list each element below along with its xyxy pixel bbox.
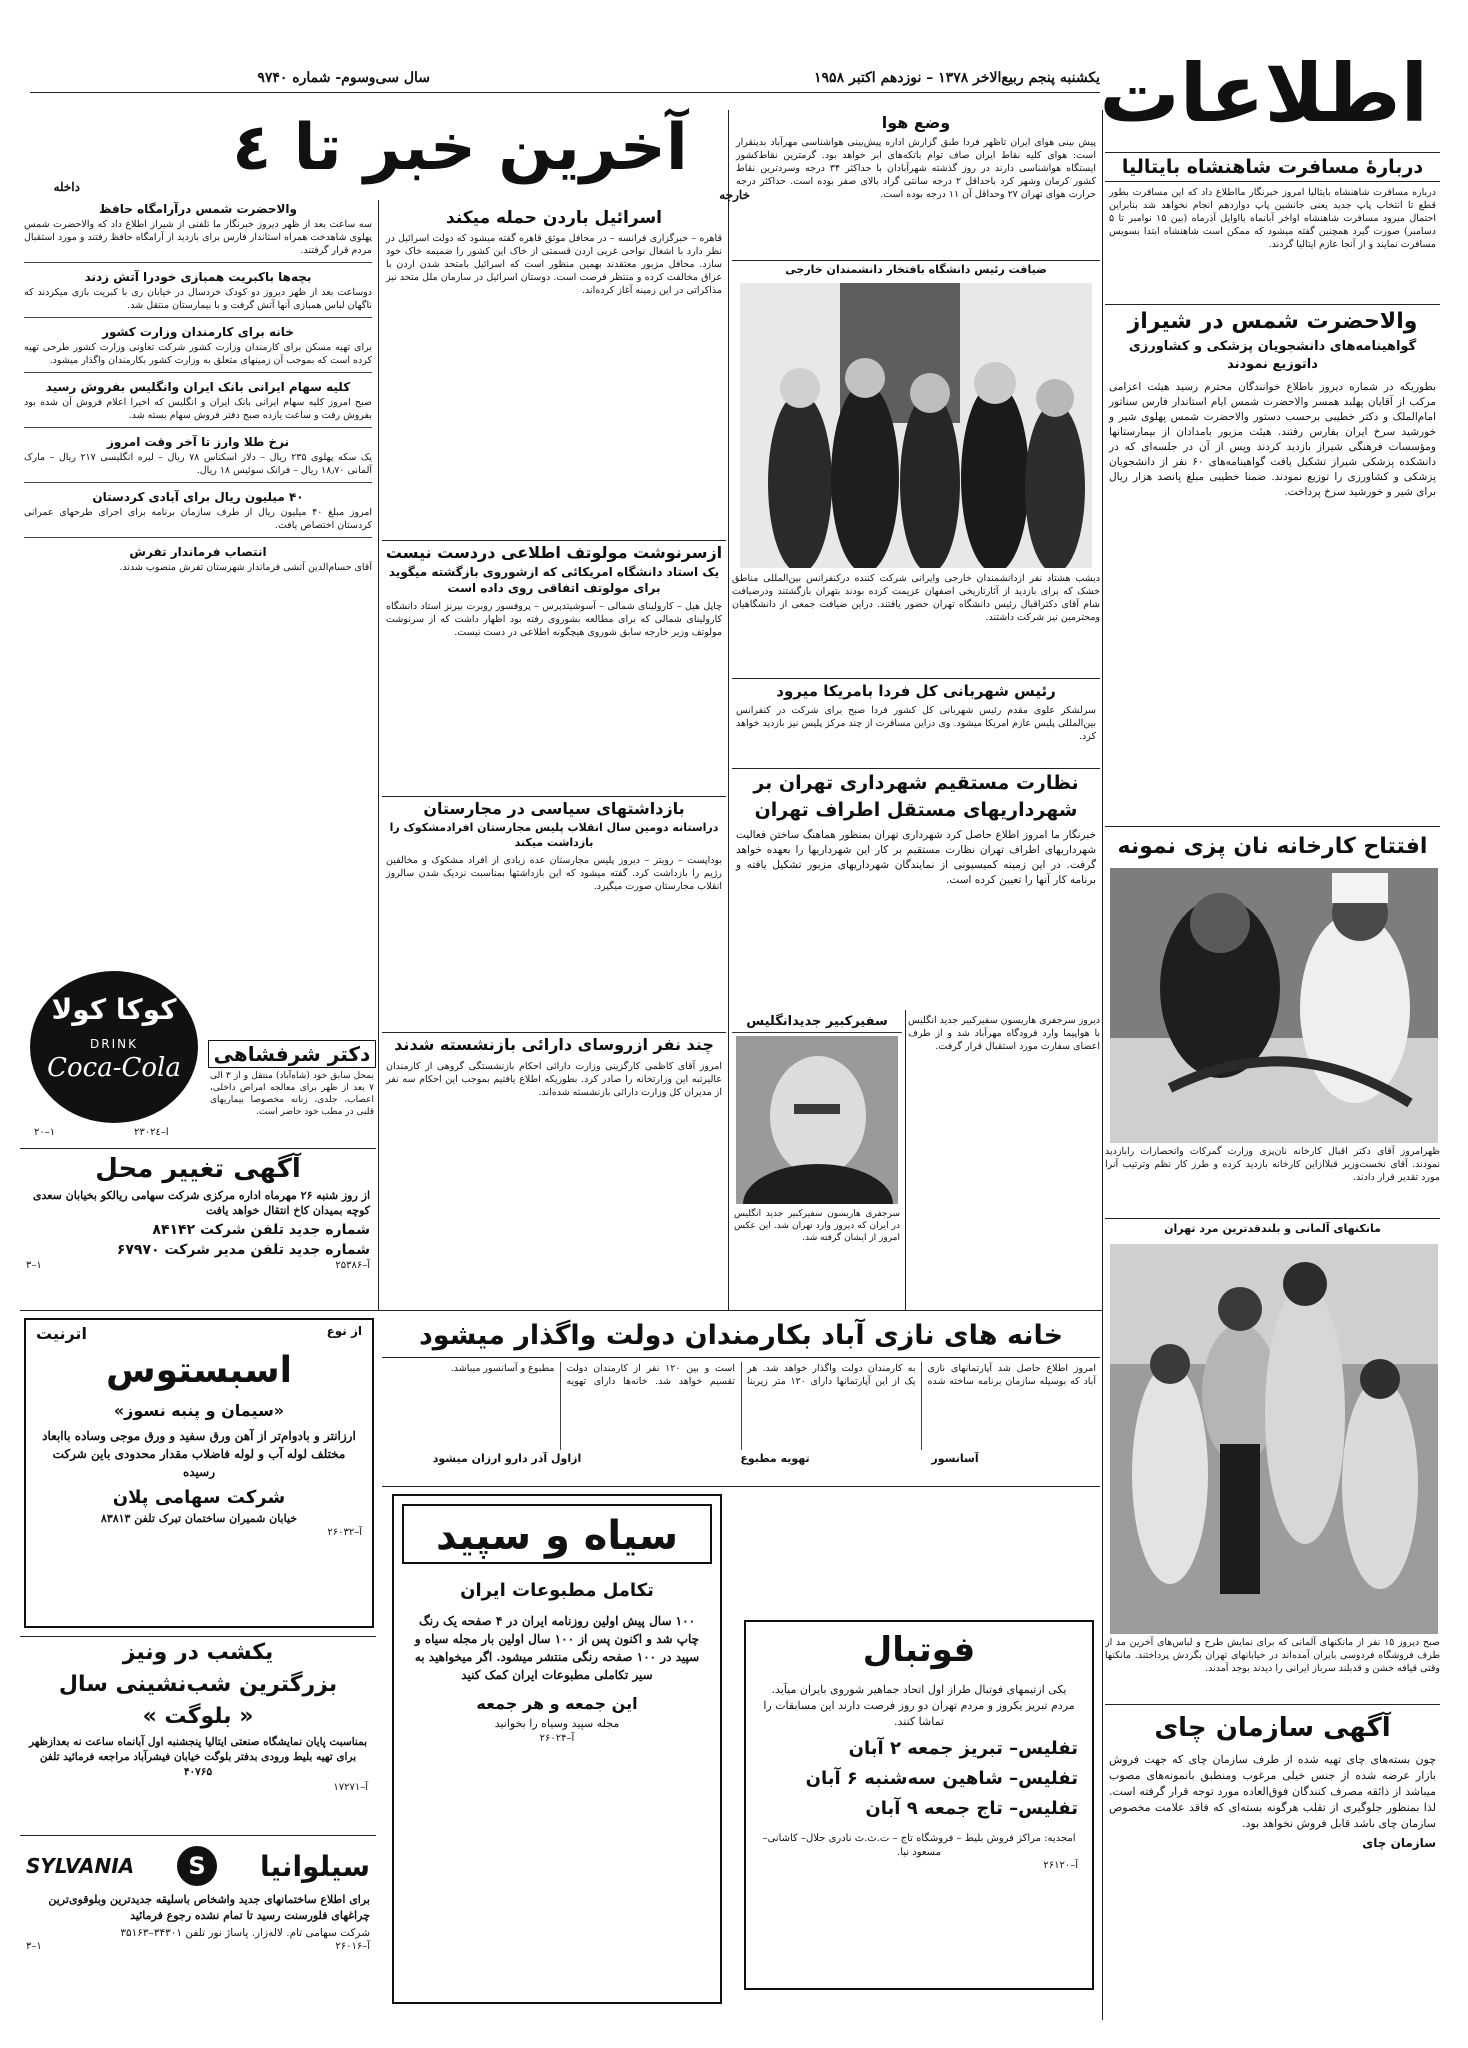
bakery-caption: ظهرامروز آقای دکتر اقبال کارخانه نان‌پزی وزارت گمرکات وانحصارات رابازدید نمودند. آقای نخست‌وزیر قبلاازاین کارخانه بازدید کرده و طرز کار نظم وترتیب آنرا مورد تقدیر قرار دادند. xyxy=(1105,1146,1440,1183)
ambassador-photo xyxy=(736,1036,898,1204)
coke-drink: DRINK xyxy=(90,1037,138,1051)
left-story-5-title: نرخ طلا وارز تا آخر وقت امروز xyxy=(106,435,290,449)
shahanshah-title: دربارهٔ مسافرت شاهنشاه بایتالیا xyxy=(1105,152,1440,182)
supervision-story xyxy=(732,770,1100,1010)
asbestos-title: اسبستوس xyxy=(105,1350,292,1391)
asbestos-body: ارزانتر و بادوام‌تر از آهن ورق سفید و ورق موجی وساده باابعاد مختلف لوله آب و لوله فاضلاب مقدار محدودی باین شرکت رسیده xyxy=(42,1429,356,1479)
banner-headline: آخرین خبر تا ٤ xyxy=(232,111,688,185)
left-stories xyxy=(20,200,376,990)
hungary-subtitle: دراستانه دومین سال انقلاب پلیس مجارستان افرادمشکوک را بازداشت میکند xyxy=(389,821,719,849)
retire-story xyxy=(382,1034,726,1308)
football-title: فوتبال xyxy=(862,1630,976,1670)
retire-title: چند نفر ازروسای دارائی بازنشسته شدند xyxy=(394,1035,714,1054)
supervision-body: خبرنگار ما امروز اطلاع حاصل کرد شهرداری تهران بمنظور هماهنگ ساختن فعالیت شهرداریهای اطراف تهران نظارت مستقیم بر کار این شهرداریها را بعهده خواهد گرفت. در این زمینه کمیسیونی از نمایندگان شهرداریهای مزبور تشکیل یافته و برنامه کار آنها را تعیین کرده است. xyxy=(736,829,1096,886)
asbestos-from: از نوع xyxy=(326,1324,362,1338)
sylvania-code-2: ۳–۱ xyxy=(26,1941,42,1952)
tea-title: آگهی سازمان چای xyxy=(1154,1713,1391,1743)
bakery-photo xyxy=(1110,868,1438,1143)
left-story-3-title: خانه برای کارمندان وزارت کشور xyxy=(102,325,294,339)
shams-title: والاحضرت شمس در شیراز xyxy=(1127,309,1418,334)
siahsepid-title: سیاه و سپید xyxy=(402,1504,712,1564)
left-story-6-title: ۴۰ میلیون ریال برای آبادی کردستان xyxy=(92,490,304,504)
doctor-title: دکتر شرفشاهی xyxy=(208,1040,376,1068)
molotov-story xyxy=(382,542,726,792)
photo1-caption: ضیافت رئیس دانشگاه بافتخار دانشمندان خارجی xyxy=(785,263,1047,276)
football-ad xyxy=(744,1620,1094,1990)
models-caption: صبح دیروز ۱۵ نفر از مانکنهای آلمانی که برای نمایش طرح و لباس‌های آخرین مد از طرف فروشگاه فردوسی بایران آمده‌اند در خیابانهای تهران بگردش پرداختند. مانکنها وقتی قیافه خشن و قدبلند سرباز ایرانی را دیدند بوجد آمدند. xyxy=(1105,1637,1440,1674)
party-line-3: « بلوگت » xyxy=(142,1704,254,1729)
photo1-text: دیشب هشتاد نفر ازدانشمندان خارجی وایرانی شرکت کننده درکنفرانس بین‌المللی مناطق خشک که برای بازدید از آثارتاریخی اصفهان عزیمت کرده بودند بتهران بازگشتند ودرضیافت شام آقای دکتراقبال رئیس دانشگاه تهران حضور یافتند. دراین ضیافت جمعی از دانشگاهیان ومحترمین نیز شرکت داشتند. xyxy=(732,573,1100,623)
football-match-2: تفلیس– شاهین سه‌شنبه ۶ آبان xyxy=(805,1768,1078,1789)
bakery-title: افتتاح کارخانه نان پزی نمونه xyxy=(1117,834,1428,859)
masthead-date: یکشنبه پنجم ربیع‌الاخر ۱۳۷۸ – نوزدهم اکتبر ۱۹۵۸ xyxy=(814,70,1100,86)
tea-sign: سازمان چای xyxy=(1362,1836,1436,1850)
weather-body: پیش بینی هوای ایران تاظهر فردا طبق گزارش اداره پیش‌بینی هواشناسی مهرآباد بدینقرار است: هوای کلیه نقاط ایران صاف توام باتکه‌های ابر خواهد بود. گرمترین نقاط‌کشور ایستگاه هواشناسی دارند در روز گذشته شهرآبادان با حداکثر ۳۴ درجه وسردترین نقاط کشور کرمان وشهر کرد باحداقل ۲ درجه سانتی گراد بالای صفر بوده است. حداکثر درجه حرارت هوای تهران ۲۷ وحداقل آن ۱۱ درجه بوده است. xyxy=(736,137,1096,200)
models-caption-head: مانکنهای آلمانی و بلندقدترین مرد تهران xyxy=(1164,1222,1381,1235)
weather-story xyxy=(732,112,1100,258)
molotov-title: ازسرنوشت مولوتف اطلاعی دردست نیست xyxy=(385,543,723,562)
party-body: بمناسبت پایان نمایشگاه صنعتی ایتالیا پنجشنبه اول آبانماه ساعت نه بعدازظهر برای تهیه بلیط ورودی بدفتر بلوگت خیابان فیشرآباد مراجعه فرمائید تلفن ۴۰۷۶۵ xyxy=(28,1736,368,1778)
move-code-2: ۳–۱ xyxy=(26,1260,42,1271)
molotov-body: چاپل هیل – کارولینای شمالی – آسوشیتدپرس – پروفسور روبرت بیرنز استاد دانشگاه کارولینای شمالی که برای مطالعه بشوروی رفته بود اظهار داشت که از سرنوشت مولوتف وزیر خارجه سابق شوروی هیچگونه اطلاعی در دست نیست. xyxy=(386,601,722,638)
move-ad xyxy=(20,1150,376,1310)
left-story-1-title: والاحضرت شمس درآرامگاه حافظ xyxy=(99,202,297,216)
police-body: سرلشکر علوی مقدم رئیس شهربانی کل کشور فردا صبح برای شرکت در کنفرانس بین‌المللی پلیس عازم امریکا میشود. وی دراین مسافرت از چند مرکز پلیس نیز بازدید خواهد کرد. xyxy=(736,705,1096,742)
masthead-issue: سال سی‌وسوم- شماره ۹۷۴۰ xyxy=(257,70,430,86)
tea-ad xyxy=(1105,1708,1440,2008)
move-tel-1: شماره جدید تلفن شرکت ۸۴۱۴۲ xyxy=(152,1222,370,1238)
hungary-body: بوداپست – رویتر – دیروز پلیس مجارستان عده زیادی از افراد مشکوک و مخالفین رژیم را بازداشت کرد. گفته میشود که این بازداشتها بمناسبت نزدیک شدن سالروز انقلاب مجارستان صورت میگیرد. xyxy=(386,855,722,892)
ambassador-body: دیروز سرجفری هاریسون سفیرکبیر جدید انگلیس با هواپیما وارد فرودگاه مهرآباد شد و از طرف اعضای سفارت مورد استقبال قرار گرفت. xyxy=(908,1015,1100,1052)
sylvania-body: برای اطلاع ساختمانهای جدید واشخاص باسلیقه جدیدترین وبلوقوی‌ترین چراغهای فلورسنت رسید تا تمام نشده رجوع فرمائید xyxy=(48,1893,370,1922)
label-foreign: خارجه xyxy=(719,188,750,202)
shams-subtitle: گواهینامه‌های دانشجویان پزشکی و کشاورزی داتوزیع نمودند xyxy=(1128,339,1417,372)
sylvania-logo-icon: S xyxy=(177,1846,217,1886)
housing-sub-1: ازاول آذر دارو ارزان میشود xyxy=(432,1452,582,1465)
doctor-ad xyxy=(208,1040,376,1144)
left-story-2-body: دوساعت بعد از ظهر دیروز دو کودک خردسال در خیابان ری با کبریت بازی میکردند که ناگهان لباس همبازی آنها آتش گرفت و با بیمارستان منتقل شد. xyxy=(24,287,372,311)
siahsepid-code: آ–۲۶۰۲۴ xyxy=(539,1733,575,1744)
siahsepid-ad xyxy=(392,1494,722,2004)
ambassador-title: سفیرکبیر جدیدانگلیس xyxy=(732,1012,902,1033)
housing-sub-3: آسانسور xyxy=(931,1452,979,1465)
left-story-6-body: امروز مبلغ ۴۰ میلیون ریال از طرف سازمان برنامه برای اجرای طرحهای عمرانی کردستان اختصاص یافت. xyxy=(24,507,372,531)
left-story-4-title: کلیه سهام ایرانی بانک ایران وانگلیس بفروش رسید xyxy=(45,380,351,394)
scholars-photo xyxy=(740,283,1092,568)
sylvania-ad xyxy=(20,1842,376,2012)
police-title: رئیس شهربانی کل فردا بامریکا میرود xyxy=(776,682,1056,700)
coke-ad xyxy=(24,965,204,1145)
ambassador-story xyxy=(732,1012,902,1308)
supervision-title: نظارت مستقیم شهرداری تهران بر شهرداریهای مستقل اطراف تهران xyxy=(753,772,1079,821)
sylvania-code: آ–۲۶۰۱۶ xyxy=(335,1941,370,1952)
football-code: آ–۲۶۱۲۰ xyxy=(1043,1860,1078,1871)
left-story-2-title: بچه‌ها باکبریت همبازی خودرا آتش زدند xyxy=(84,270,312,284)
label-domestic: داخله xyxy=(53,180,80,194)
coke-code: آ–٢٣٠٢٤ xyxy=(134,1127,169,1138)
coke-brand: کوکا کولا xyxy=(51,993,177,1026)
israel-body: قاهره – خبرگزاری فرانسه – در محافل موثق قاهره گفته میشود که دولت اسرائیل در نظر دارد با اشغال نواحی غربی اردن قسمتی از خاک این کشور را ضمیمه خاک خود سازد. محافل مزبور معتقدند بهمین منظور است که اسرائیل بامتحد شدن اردن با عراق مخالفت کرده و منتظر فرصت است. دوستان اسرائیل در سازمان ملل متحد نیز مذاکراتی در این زمینه آغاز کرده‌اند. xyxy=(386,233,722,296)
shams-body: بطوریکه در شماره دیروز باطلاع خوانندگان محترم رسید هیئت اعزامی مرکب از آقایان پهلبد همسر والاحضرت شمس ایام استاندار فارس سناتور امام‌الملک و دکتر خطیبی برحسب دستور والاحضرت شمس پهلوی شیر و خورشید سرخ ایران بفارس رفتند. هیئت مزبور بامدادان از بیمارستانها ومؤسسات فرهنگی شیراز بازدید کردند وپس از آن در جلسه‌ای که در دانشکده پزشکی شیراز تشکیل یافت گواهینامه‌های ۶۰ نفر از دانشجویان پزشکی و کشاورزی را توزیع نمودند. ضمنا خطیبی مبلغ پانصد هزار ریال برای شیر و خورشید سرخ پرداخت. xyxy=(1109,381,1436,498)
retire-body: امروز آقای کاظمی کارگزینی وزارت دارائی احکام بازنشستگی گروهی از کارمندان عالیرتبه این وزارتخانه را صادر کرد. بطوریکه اطلاع یافتیم بموجب این احکام سه نفر از مدیران کل وزارت دارائی بازنشسته شده‌اند. xyxy=(386,1061,722,1098)
left-story-3-body: برای تهیه مسکن برای کارمندان وزارت کشور شرکت تعاونی وزارت کشور طرحی تهیه کرده است که بموجب آن زمینهای متعلق به وزارت کشور بکارمندان واگذار میشود. xyxy=(24,342,372,366)
party-line-2: بزرگترین شب‌نشینی سال xyxy=(58,1672,338,1697)
left-notice: آقای حسام‌الدین آتشی فرماندار شهرستان تفرش منصوب شدند. xyxy=(119,562,372,573)
football-match-3: تفلیس– تاج جمعه ۹ آبان xyxy=(865,1798,1078,1819)
asbestos-sub: «سیمان و پنبه نسوز» xyxy=(113,1401,285,1420)
asbestos-ad xyxy=(24,1318,374,1628)
move-code: آ–۲۵۳۸۶ xyxy=(335,1260,370,1271)
models-photo xyxy=(1110,1244,1438,1634)
molotov-subtitle: یک استاد دانشگاه امریکائی که ازشوروی بازگشته میگوید برای مولوتف اتفاقی روی داده است xyxy=(388,565,720,595)
siahsepid-foot: مجله سپید وسیاه را بخوانید xyxy=(494,1717,620,1730)
coke-logo: Coca-Cola xyxy=(47,1053,181,1083)
housing-title: خانه های نازی آباد بکارمندان دولت واگذار میشود xyxy=(382,1314,1100,1358)
football-foot: امجدیه: مراکز فروش بلیط – فروشگاه تاج – ت.ث.ث نادری جلال– کاشانی– مسعود نیا. xyxy=(762,1833,1076,1858)
hungary-story xyxy=(382,798,726,1030)
party-ad xyxy=(20,1636,376,1836)
left-notice-head: انتصاب فرماندار تفرش xyxy=(129,545,267,559)
move-body: از روز شنبه ۲۶ مهرماه اداره مرکزی شرکت سهامی ریالکو بخیابان سعدی کوچه بمیدان کاخ انتقال خواهد یافت xyxy=(32,1189,370,1217)
siahsepid-cta: این جمعه و هر جمعه xyxy=(476,1694,638,1713)
siahsepid-head: تکامل مطبوعات ایران xyxy=(460,1580,654,1601)
move-tel-2: شماره جدید تلفن مدیر شرکت ۶۷۹۷۰ xyxy=(116,1242,370,1258)
shahanshah-body: درباره مسافرت شاهنشاه بایتالیا امروز خبرنگار مااطلاع داد که این مسافرت بطور قطع تا انتخاب پاپ جدید یعنی جانشین پاپ دوازدهم انجام نخواهد شد بنابراین احتمال میرود مسافرت شاهنشاه اواخر آبانماه یااوایل آذرماه (بین ۱۵ نوامبر تا ۵ دسامبر) صورت گیرد همچنین گفته میشود که ممکن است شاهنشاه ابتدا بسویس مسافرت نمایند و از آنجا عازم ایتالیا گردند. xyxy=(1109,187,1436,250)
sylvania-address: شرکت سهامی تام. لاله‌زار. پاساژ نور تلفن ۳۴۳۰۱–۳۵۱۶۳ xyxy=(120,1927,370,1939)
coke-code-2: ١–٢٠ xyxy=(34,1127,56,1138)
party-code: آ–۱۷۲۷۱ xyxy=(333,1782,368,1793)
ambassador-caption: سرجفری هاریسون سفیرکبیر جدید انگلیس در ایران که دیروز وارد تهران شد. این عکس امروز از ایشان گرفته شد. xyxy=(734,1209,900,1243)
football-match-1: تفلیس– تبریز جمعه ۲ آبان xyxy=(848,1738,1078,1759)
housing-sub-2: تهویه مطبوع xyxy=(740,1452,810,1465)
left-story-1-body: سه ساعت بعد از ظهر دیروز خبرنگار ما تلفنی از شیراز اطلاع داد که والاحضرت شمس پهلوی شاهدخت همراه استاندار فارس برای بازدید از آرامگاه حافظ رفتند و مورد استقبال مردم قرار گرفتند. xyxy=(24,219,372,256)
move-title: آگهی تغییر محل xyxy=(95,1154,301,1184)
sylvania-latin: SYLVANIA xyxy=(26,1854,135,1878)
hungary-title: بازداشتهای سیاسی در مجارستان xyxy=(423,799,685,818)
party-line-1: یکشب در ونیز xyxy=(122,1640,274,1665)
siahsepid-body: ۱۰۰ سال پیش اولین روزنامه ایران در ۴ صفحه یک رنگ چاپ شد و اکنون پس از ۱۰۰ سال اولین بار مجله سیاه و سپید در ۱۰۰ صفحه رنگی منتشر میشود. اگر میخواهید به سیر تکاملی مطبوعات ایران کمک کنید xyxy=(414,1614,700,1682)
left-story-4-body: صبح امروز کلیه سهام ایرانی بانک ایران و انگلیس که اخیرا اعلام فروش آن شده بود بفروش رفت و ساعت یازده صبح دفتر فروش سهام بسته شد. xyxy=(24,397,372,421)
asbestos-company: شرکت سهامی پلان xyxy=(112,1487,286,1508)
sylvania-fa: سیلوانیا xyxy=(259,1849,370,1883)
asbestos-brand: اترنیت xyxy=(36,1324,87,1343)
asbestos-code: آ–۲۶۰۳۲ xyxy=(327,1527,362,1538)
israel-title: اسرائیل باردن حمله میکند xyxy=(446,208,662,228)
left-story-5-body: یک سکه پهلوی ۲۳۵ ریال – دلار اسکناس ۷۸ ریال – لیره انگلیسی ۲۱۷ ریال – مارک آلمانی ۱۸٫۷۰ ریال – فرانک سوئیس ۱۸ ریال. xyxy=(24,452,372,476)
football-intro: یکی ازتیمهای فوتبال طراز اول اتحاد جماهیر شوروی بایران میآید. مردم تبریز یکروز و مردم تهران دو روز فرصت دارند این مسابقات را تماشا کنند. xyxy=(763,1683,1075,1728)
police-story xyxy=(732,680,1100,768)
logo: اطلاعات xyxy=(1099,47,1428,140)
weather-title: وضع هوا xyxy=(881,113,951,132)
asbestos-address: خیابان شمیران ساختمان تبرک تلفن ۸۳۸۱۳ xyxy=(100,1512,298,1525)
shams-story xyxy=(1105,306,1440,826)
tea-body: چون بسته‌های چای تهیه شده از طرف سازمان چای که جهت فروش بازار عرضه شده از جنس خیلی مرغوب ومنطبق بانمونه‌های مصوب میباشد از ذائقه مصرف کنندگان فوق‌العاده مورد توجه قرار گرفته است. لذا بمنظور جلوگیری از تقلب هرگونه بسته‌ای که فاقد علامت مخصوص سازمان چای باشد قابل فروش نخواهد بود. xyxy=(1109,1753,1436,1830)
shahanshah-story xyxy=(1105,152,1440,302)
doctor-body: بمحل سابق خود (شاه‌آباد) منتقل و از ۳ الی ۷ بعد از ظهر برای معالجه امراض داخلی، اعصاب، جلدی، زنانه مخصوصا بیماریهای قلبی در مطب خود حاضر است. xyxy=(210,1071,375,1117)
israel-story xyxy=(382,206,726,536)
housing-body: امروز اطلاع حاصل شد آپارتمانهای نازی آباد که بوسیله سازمان برنامه ساخته شده به کارمندان دولت واگذار خواهد شد. هر یک از این آپارتمانها دارای ۱۲۰ متر زیربنا است و بین ۱۲۰ نفر از کارمندان دولت تقسیم خواهد شد. خانه‌ها دارای تهویه مطبوع و آسانسور میباشد. xyxy=(450,1363,1096,1387)
